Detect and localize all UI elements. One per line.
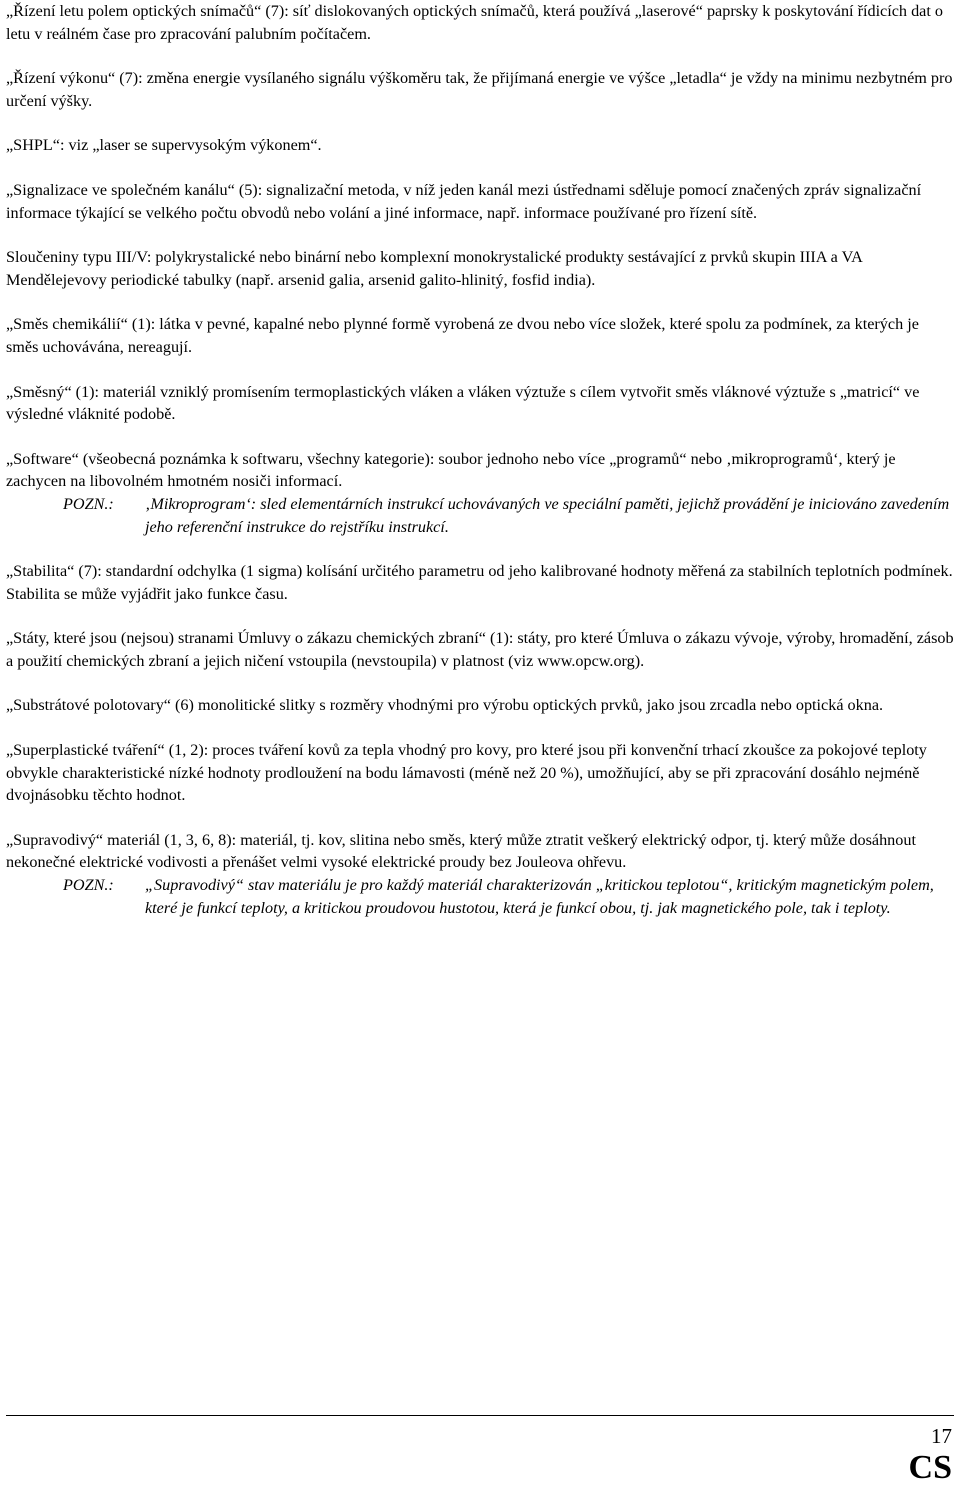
definition-entry-with-note: [6, 829, 954, 919]
definition-entry: „Státy, které jsou (nejsou) stranami Úmluvy o zákazu chemických zbraní“ (1): státy, pro které Úmluva o zákazu vývoje, výroby, hromadění, zásob a použití chemických zbraní a jejich ničení vstoupila (nevstoupila) v platnost (viz www.opcw.org).: [6, 629, 954, 670]
definition-entry: „SHPL“: viz „laser se supervysokým výkonem“.: [6, 136, 322, 155]
note-text: „Supravodivý“ stav materiálu je pro každý materiál charakterizován „kritickou teplotou“, kritickým magnetickým polem, které je funkcí teploty, a kritickou proudovou hustotou, která je funkcí obou, tj. jak magnetického pole, tak i teploty.: [145, 876, 934, 917]
note-label: POZN.:: [63, 494, 114, 513]
note-text: ‚Mikroprogram‘: sled elementárních instrukcí uchovávaných ve speciální paměti, jejichž provádění je iniciováno zavedením jeho referenční instrukce do rejstříku instrukcí.: [145, 494, 950, 536]
definition-entry: „Stabilita“ (7): standardní odchylka (1 sigma) kolísání určitého parametru od jeho kalibrované hodnoty měřená za stabilních teplotních podmínek. Stabilita se může vyjádřit jako funkce času.: [6, 562, 953, 603]
language-code: CS: [908, 1449, 952, 1486]
definition-text: „Supravodivý“ materiál (1, 3, 6, 8): materiál, tj. kov, slitina nebo směs, který může ztratit veškerý elektrický odpor, tj. který může dosáhnout nekonečné elektrické vodivosti a přenášet velmi vysoké elektrické proudy bez Jouleova ohřevu.: [6, 830, 916, 872]
footer-divider: [6, 1415, 954, 1416]
note-label: POZN.:: [63, 876, 114, 895]
definition-entry: „Směsný“ (1): materiál vzniklý promísením termoplastických vláken a vláken výztuže s cílem vytvořit směs vláknové výztuže s „matricí“ ve výsledné vláknité podobě.: [6, 382, 920, 424]
document-body: [6, 0, 954, 941]
definition-entry: „Substrátové polotovary“ (6) monolitické slitky s rozměry vhodnými pro výrobu optických prvků, jako jsou zrcadla nebo optická okna.: [6, 696, 884, 715]
definition-entry: „Superplastické tváření“ (1, 2): proces tváření kovů za tepla vhodný pro kovy, pro které jsou při konvenční trhací zkoušce za pokojové teploty obvykle charakteristické nízké hodnoty prodloužení na bodu lámavosti (méně než 20 %), umožňující, aby se při zpracování dosáhlo nejméně dvojnásobku těchto hodnot.: [6, 741, 927, 805]
definition-entry: „Směs chemikálií“ (1): látka v pevné, kapalné nebo plynné formě vyrobená ze dvou nebo více složek, které spolu za podmínek, za kterých je směs uchovávána, nereagují.: [6, 315, 919, 356]
definition-text: „Software“ (všeobecná poznámka k softwaru, všechny kategorie): soubor jednoho nebo více „programů“ nebo ‚mikroprogramů‘, který je zachycen na libovolném hmotném nosiči informací.: [6, 449, 896, 491]
definition-entry: „Signalizace ve společném kanálu“ (5): signalizační metoda, v níž jeden kanál mezi ústřednami sděluje pomocí značených zpráv signalizační informace týkající se velkého počtu obvodů nebo volání a jiné informace, např. informace používané pro řízení sítě.: [6, 180, 922, 222]
definition-entry-with-note: [6, 448, 954, 538]
definition-note: [6, 493, 954, 538]
definition-entry: Sloučeniny typu III/V: polykrystalické nebo binární nebo komplexní monokrystalické produkty sestávající z prvků skupin IIIA a VA Mendělejevovy periodické tabulky (např. arsenid galia, arsenid galito-hlinitý, fosfid india).: [6, 248, 862, 289]
definition-entry: „Řízení výkonu“ (7): změna energie vysílaného signálu výškoměru tak, že přijímaná energie ve výšce „letadla“ je vždy na minimu nezbytném pro určení výšky.: [6, 69, 953, 110]
page-number: 17: [931, 1424, 952, 1448]
definition-entry: „Řízení letu polem optických snímačů“ (7): síť dislokovaných optických snímačů, která používá „laserové“ paprsky k poskytování řídicích dat o letu v reálném čase pro zpracování palubním počítačem.: [6, 2, 943, 43]
definition-note: [6, 874, 954, 919]
